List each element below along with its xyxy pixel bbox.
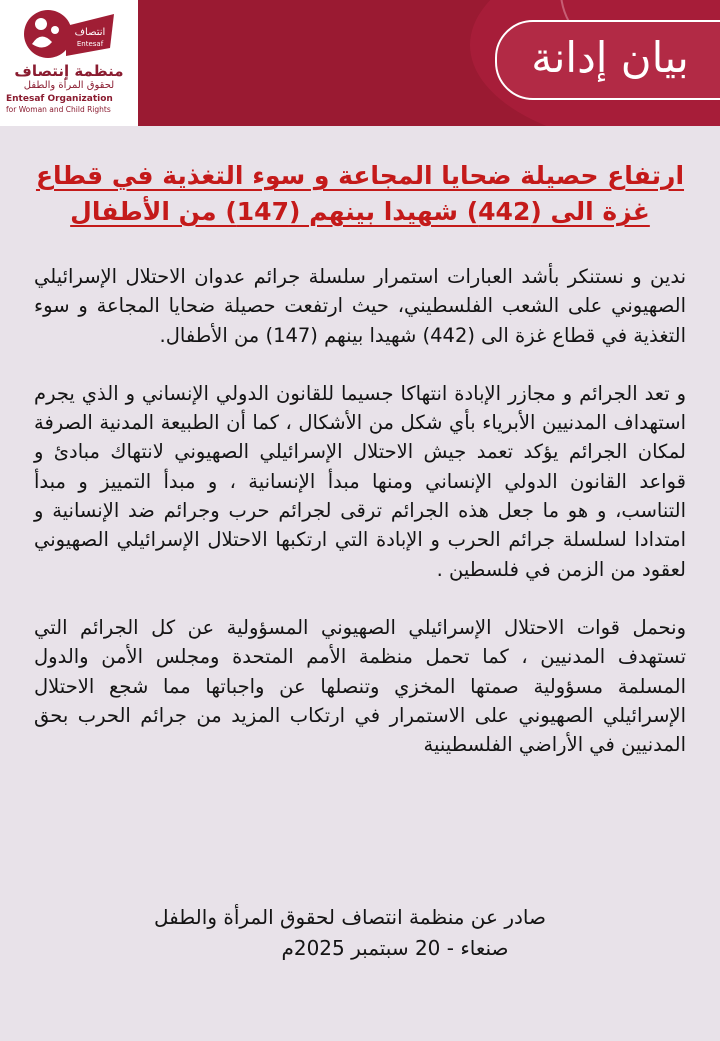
statement-title-line-1: ارتفاع حصيلة ضحايا المجاعة و سوء التغذية في قطاع [35,161,685,190]
signature-place-date: صنعاء - 20 سبتمبر 2025م [281,936,509,960]
logo-mark-sub: Entesaf [76,40,104,48]
body-paragraph-1: ندين و نستنكر بأشد العبارات استمرار سلسلة جرائم عدوان الاحتلال الإسرائيلي الصهيوني على الشعب الفلسطيني، حيث ارتفعت حصيلة ضحايا المجاعة و سوء التغذية في قطاع غزة الى (442) شهيدا بينهم (147) من الأطفال. [34,265,686,347]
signature-issuer: صادر عن منظمة انتصاف لحقوق المرأة والطفل [154,905,546,929]
statement-title [30,158,690,230]
body-paragraph-2: و تعد الجرائم و مجازر الإبادة انتهاكا جسيما للقانون الدولي الإنساني و الذي يجرم استهداف المدنيين الأبرياء بأي شكل من الأشكال ، كما أن الطبيعة المدنية الصرفة لمكان الجرائم يؤكد تعمد جيش الاحتلال الإسرائيلي الصهيوني لانتهاك مبادئ و قواعد القانون الدولي الإنساني ومنها مبدأ الإنسانية ، و مبدأ التمييز و مبدأ التناسب، و هو ما جعل هذه الجرائم ترقى لجرائم حرب وجرائم ضد الإنسانية و امتدادا لسلسلة جرائم الحرب و الإبادة التي ارتكبها الاحتلال الإسرائيلي الصهيوني لعقود من الزمن في فلسطين . [34,381,686,581]
header-banner [0,0,720,126]
signature-block [100,902,600,964]
logo-name-ar: منظمة إنتصاف [14,62,124,80]
statement-badge-title: بيان إدانة [531,33,689,82]
statement-title-line-2: غزة الى (442) شهيدا بينهم (147) من الأطفال [70,197,650,226]
statement-body [34,262,686,788]
logo-emblem-icon [22,8,117,64]
logo-mark-text: انتصاف [74,27,106,38]
logo-sub-en: for Woman and Child Rights [6,105,111,114]
body-paragraph-3: ونحمل قوات الاحتلال الإسرائيلي الصهيوني المسؤولية عن كل الجرائم التي تستهدف المدنيين ، كما تحمل منظمة الأمم المتحدة ومجلس الأمن والدول المسلمة مسؤولية صمتها المخزي وتنصلها عن واجباتها مما شجع الاحتلال الإسرائيلي الصهيوني على الاستمرار في ارتكاب المزيد من جرائم الحرب بحق المدنيين في الأراضي الفلسطينية [34,615,686,757]
logo [0,0,138,126]
logo-sub-ar: لحقوق المرأة والطفل [23,80,115,91]
logo-name-en: Entesaf Organization [6,94,113,104]
